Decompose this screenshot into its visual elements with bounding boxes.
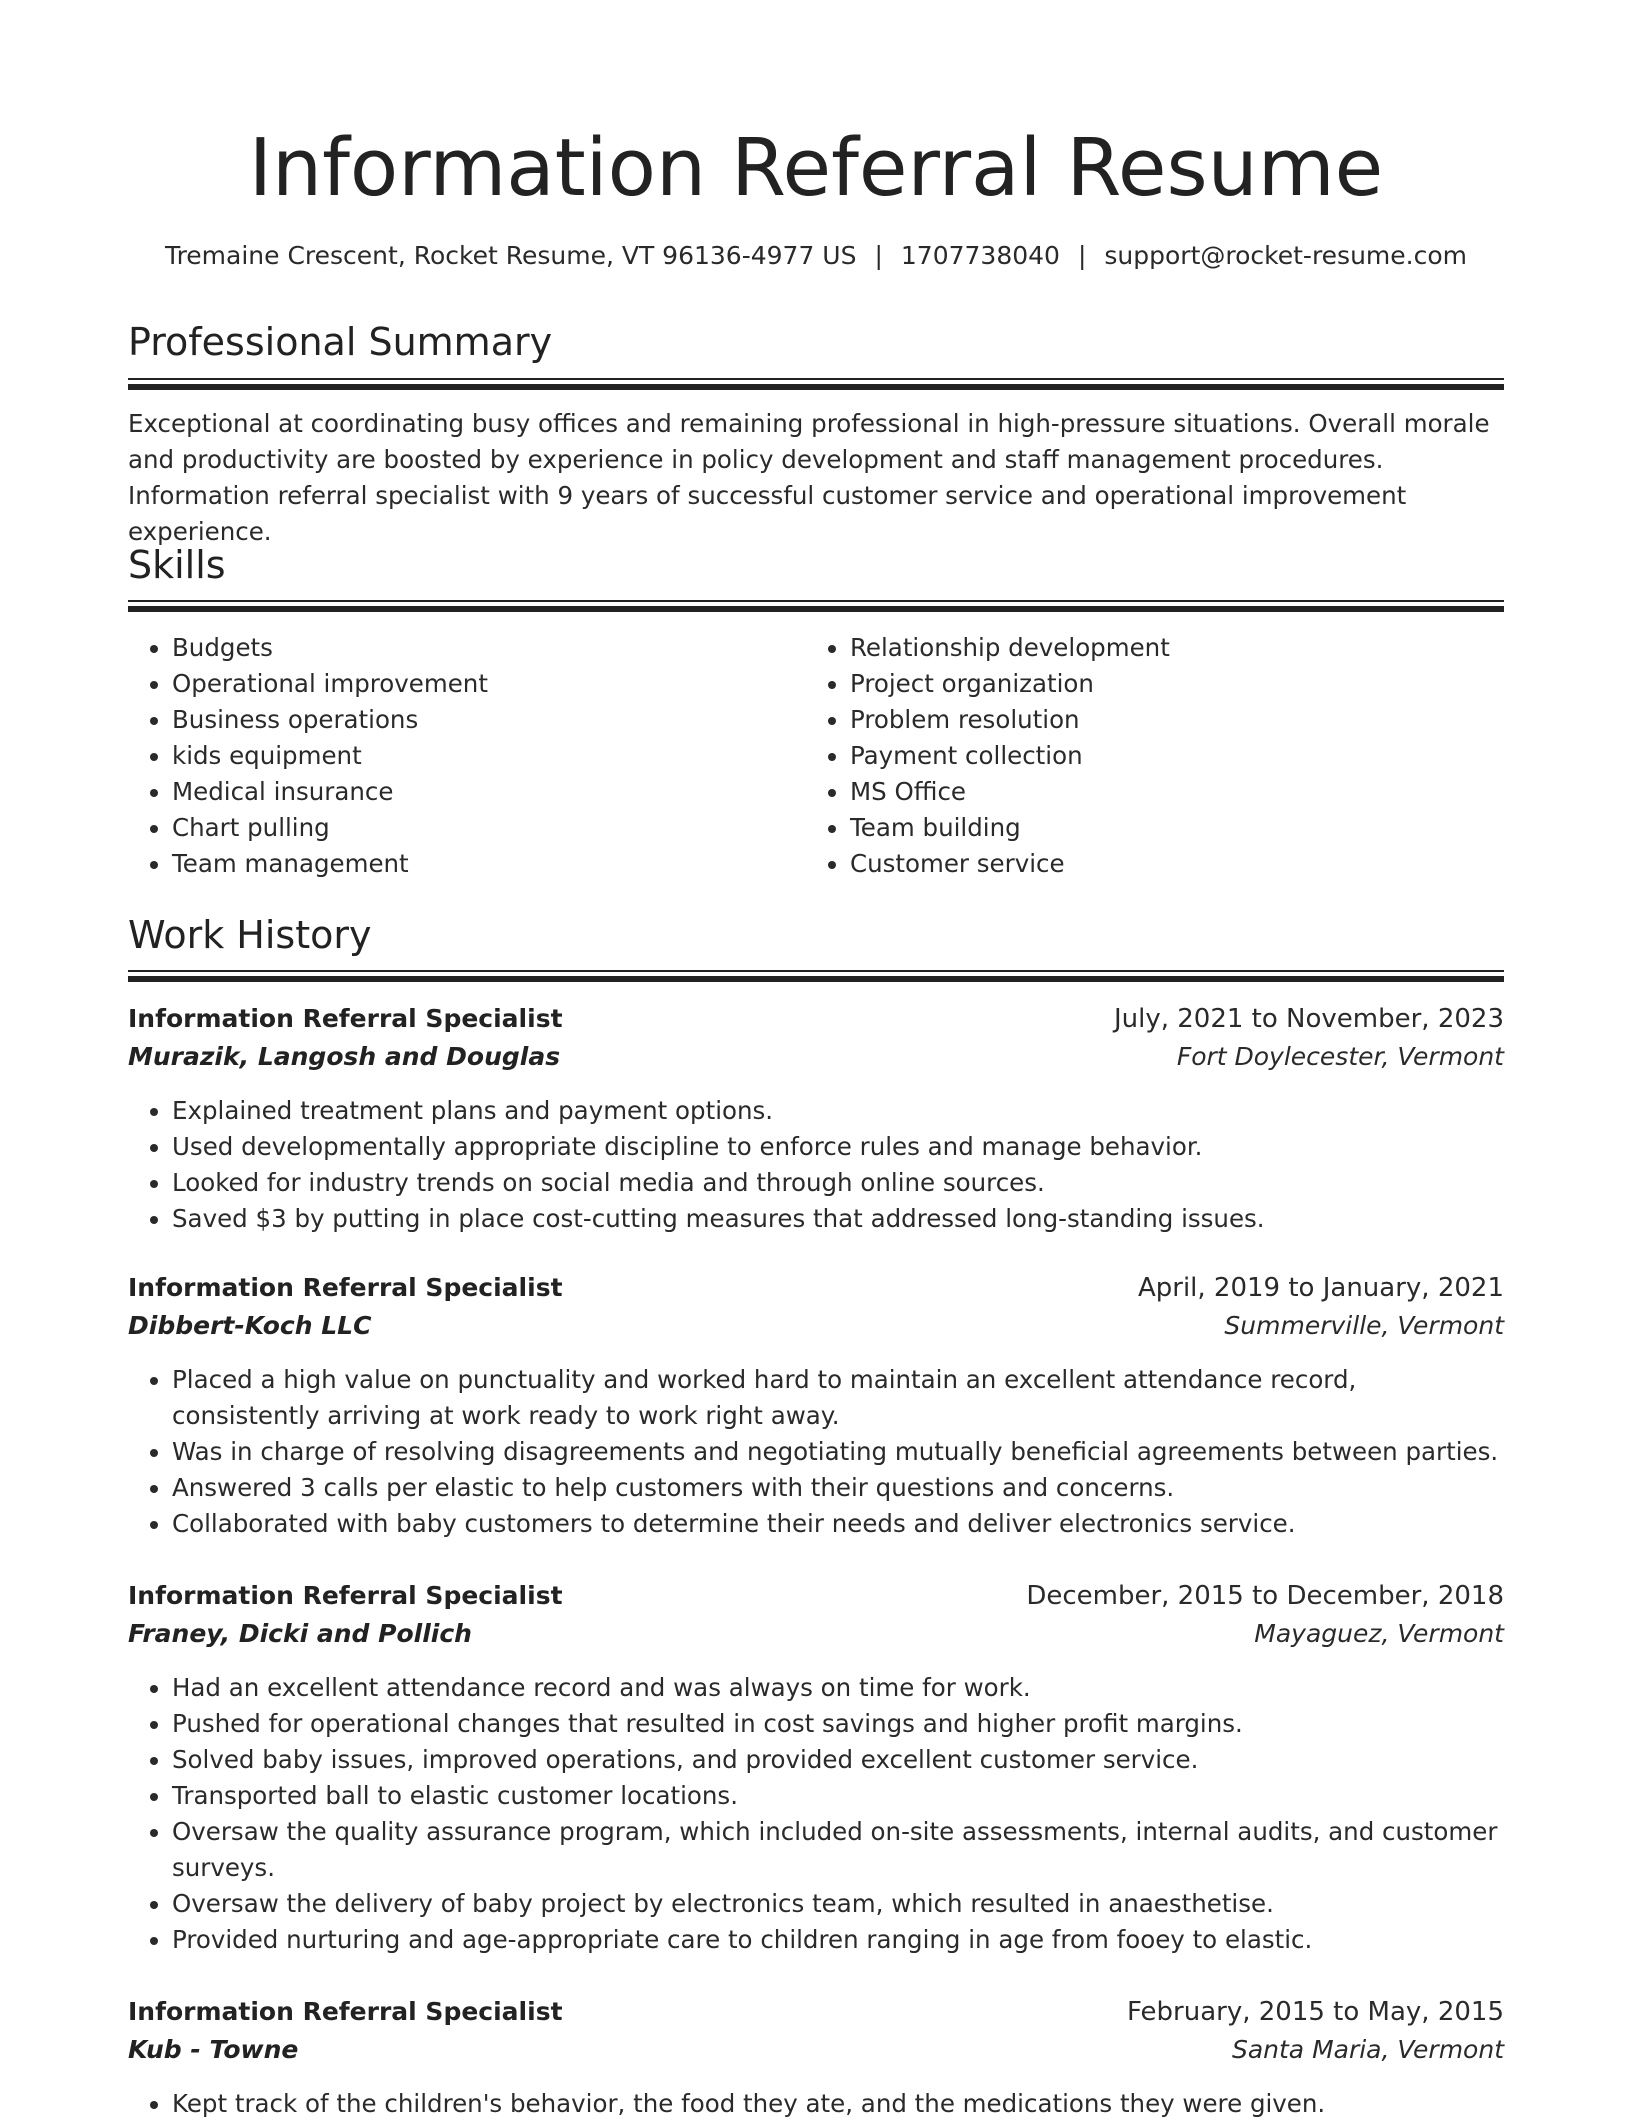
job-dates: April, 2019 to January, 2021 bbox=[1137, 1273, 1504, 1303]
job-dates: July, 2021 to November, 2023 bbox=[1113, 1004, 1504, 1034]
job-dates: December, 2015 to December, 2018 bbox=[1026, 1581, 1504, 1611]
skill-item: • Chart pulling bbox=[172, 810, 788, 846]
job-bullet: • Answered 3 calls per elastic to help customers with their questions and concerns. bbox=[172, 1470, 1504, 1506]
skills-list-left bbox=[128, 630, 788, 882]
job-bullet: • Collaborated with baby customers to determine their needs and deliver electronics service. bbox=[172, 1506, 1504, 1542]
contact-separator: | bbox=[1077, 241, 1087, 270]
job-bullet: • Placed a high value on punctuality and worked hard to maintain an excellent attendance record, consistently arriving at work ready to work right away. bbox=[172, 1362, 1504, 1434]
job-entry bbox=[128, 1001, 1504, 1237]
job-bullet: • Oversaw the quality assurance program, which included on-site assessments, internal audits, and customer surveys. bbox=[172, 1814, 1504, 1886]
section-divider bbox=[128, 970, 1504, 982]
job-bullet: • Oversaw the delivery of baby project by electronics team, which resulted in anaesthetise. bbox=[172, 1886, 1504, 1922]
skill-item: • Business operations bbox=[172, 702, 788, 738]
skill-item: • MS Office bbox=[850, 774, 1466, 810]
job-location: Fort Doylecester, Vermont bbox=[1176, 1042, 1504, 1071]
job-title: Information Referral Specialist bbox=[128, 1997, 563, 2026]
skill-item: • Medical insurance bbox=[172, 774, 788, 810]
job-bullet: • Pushed for operational changes that resulted in cost savings and higher profit margins. bbox=[172, 1706, 1504, 1742]
job-bullets bbox=[128, 1670, 1504, 1958]
job-bullet: • Transported ball to elastic customer locations. bbox=[172, 1778, 1504, 1814]
job-entry bbox=[128, 1994, 1504, 2122]
job-bullet: • Provided nurturing and age-appropriate care to children ranging in age from fooey to elastic. bbox=[172, 1922, 1504, 1958]
job-bullet: • Was in charge of resolving disagreements and negotiating mutually beneficial agreements between parties. bbox=[172, 1434, 1504, 1470]
summary-heading: Professional Summary bbox=[128, 320, 553, 364]
job-company: Franey, Dicki and Pollich bbox=[128, 1619, 472, 1648]
job-company: Kub - Towne bbox=[128, 2035, 299, 2064]
job-dates: February, 2015 to May, 2015 bbox=[1127, 1997, 1504, 2027]
job-bullets bbox=[128, 1093, 1504, 1237]
job-title: Information Referral Specialist bbox=[128, 1004, 563, 1033]
skills-column-left bbox=[128, 630, 788, 882]
job-location: Summerville, Vermont bbox=[1224, 1311, 1504, 1340]
skill-item: • Operational improvement bbox=[172, 666, 788, 702]
job-location: Mayaguez, Vermont bbox=[1254, 1619, 1504, 1648]
work-history-heading: Work History bbox=[128, 913, 372, 957]
job-bullet: • Used developmentally appropriate discipline to enforce rules and manage behavior. bbox=[172, 1129, 1504, 1165]
job-location: Santa Maria, Vermont bbox=[1231, 2035, 1504, 2064]
job-company: Dibbert-Koch LLC bbox=[128, 1311, 372, 1340]
skill-item: • Project organization bbox=[850, 666, 1466, 702]
skill-item: • Team management bbox=[172, 846, 788, 882]
contact-separator: | bbox=[874, 241, 883, 270]
skill-item: • Payment collection bbox=[850, 738, 1466, 774]
job-bullet: • Explained treatment plans and payment options. bbox=[172, 1093, 1504, 1129]
job-entry bbox=[128, 1270, 1504, 1542]
skill-item: • kids equipment bbox=[172, 738, 788, 774]
contact-phone: 1707738040 bbox=[900, 241, 1060, 270]
job-bullet: • Saved $3 by putting in place cost-cutting measures that addressed long-standing issues. bbox=[172, 1201, 1504, 1237]
skill-item: • Team building bbox=[850, 810, 1466, 846]
job-entry bbox=[128, 1578, 1504, 1958]
job-bullet: • Solved baby issues, improved operations, and provided excellent customer service. bbox=[172, 1742, 1504, 1778]
job-bullets bbox=[128, 2086, 1504, 2122]
section-divider bbox=[128, 600, 1504, 612]
skills-list-right bbox=[806, 630, 1466, 882]
contact-email: support@rocket-resume.com bbox=[1104, 241, 1468, 270]
job-title: Information Referral Specialist bbox=[128, 1581, 563, 1610]
contact-line bbox=[0, 238, 1632, 274]
skill-item: • Budgets bbox=[172, 630, 788, 666]
job-bullet: • Looked for industry trends on social media and through online sources. bbox=[172, 1165, 1504, 1201]
summary-text: Exceptional at coordinating busy offices and remaining professional in high-pressure situations. Overall morale and productivity are boosted by experience in policy development and staff management procedures. Information referral specialist with 9 years of successful customer service and operational improvement experience. bbox=[128, 409, 1490, 546]
job-bullet: • Kept track of the children's behavior, the food they ate, and the medications they were given. bbox=[172, 2086, 1504, 2122]
skill-item: • Customer service bbox=[850, 846, 1466, 882]
job-bullets bbox=[128, 1362, 1504, 1542]
skill-item: • Problem resolution bbox=[850, 702, 1466, 738]
section-divider bbox=[128, 378, 1504, 390]
job-title: Information Referral Specialist bbox=[128, 1273, 563, 1302]
skills-column-right bbox=[806, 630, 1466, 882]
job-company: Murazik, Langosh and Douglas bbox=[128, 1042, 561, 1071]
document-title: Information Referral Resume bbox=[248, 122, 1384, 214]
skills-heading: Skills bbox=[128, 543, 226, 587]
job-bullet: • Had an excellent attendance record and was always on time for work. bbox=[172, 1670, 1504, 1706]
contact-address: Tremaine Crescent, Rocket Resume, VT 96136-4977 US bbox=[164, 241, 857, 270]
skill-item: • Relationship development bbox=[850, 630, 1466, 666]
